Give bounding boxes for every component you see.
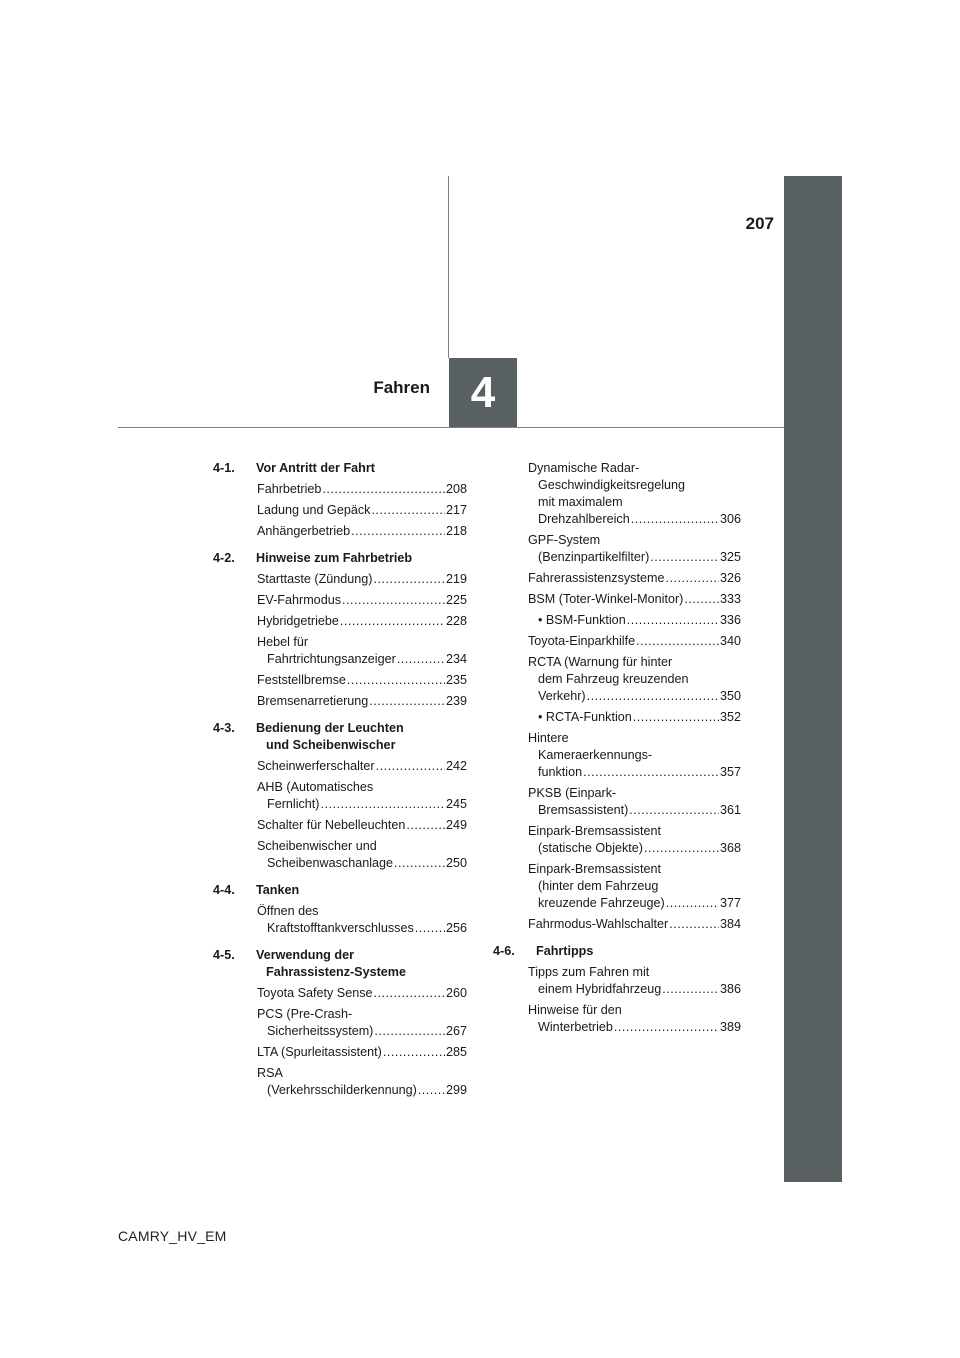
entry-title: Bremsenarretierung xyxy=(257,694,369,708)
entry-leader-row xyxy=(528,764,741,781)
chapter-number: 4 xyxy=(470,367,496,417)
entry-page-number: 389 xyxy=(719,1020,741,1034)
entry-page-number: 249 xyxy=(445,818,467,832)
entry-leader-row xyxy=(257,502,467,519)
entry-title: • BSM-Funktion xyxy=(538,613,626,627)
entry-leader-row xyxy=(257,796,467,813)
dot-leader xyxy=(406,817,445,834)
entry-leader-row xyxy=(257,1082,467,1099)
section-title-line: und Scheibenwischer xyxy=(266,738,396,752)
entry-page-number: 384 xyxy=(719,917,741,931)
toc-entry[interactable] xyxy=(213,523,467,540)
section-title-line: Fahrassistenz-Systeme xyxy=(266,965,406,979)
entry-leader-row xyxy=(528,591,741,608)
toc-entry[interactable] xyxy=(213,758,467,775)
entry-page-number: 299 xyxy=(445,1083,467,1097)
entry-text-line: Einpark-Bremsassistent xyxy=(528,862,661,876)
section-number: 4-2. xyxy=(213,551,235,565)
section-title-line: Tanken xyxy=(256,883,300,897)
entry-title: (statische Objekte) xyxy=(538,841,643,855)
toc-entry[interactable] xyxy=(493,532,741,566)
section-title-line: Bedienung der Leuchten xyxy=(256,721,404,735)
toc-entry[interactable] xyxy=(493,823,741,857)
entry-title: LTA (Spurleitassistent) xyxy=(257,1045,382,1059)
dot-leader xyxy=(371,502,445,519)
entry-text-line: Tipps zum Fahren mit xyxy=(528,965,650,979)
entry-leader-row xyxy=(528,916,741,933)
entry-text-line: mit maximalem xyxy=(538,495,623,509)
entry-page-number: 235 xyxy=(445,673,467,687)
entry-leader-row xyxy=(257,672,467,689)
entry-title: • RCTA-Funktion xyxy=(538,710,632,724)
dot-leader xyxy=(418,1082,445,1099)
dot-leader xyxy=(347,672,445,689)
entry-title: Sicherheitssystem) xyxy=(267,1024,374,1038)
entry-page-number: 239 xyxy=(445,694,467,708)
toc-column-right xyxy=(493,460,741,1040)
section-title-line: Fahrtipps xyxy=(536,944,594,958)
toc-section xyxy=(493,943,741,1036)
entry-leader-row xyxy=(257,693,467,710)
section-heading xyxy=(213,460,467,477)
toc-entry[interactable] xyxy=(213,502,467,519)
entry-title: Bremsassistent) xyxy=(538,803,629,817)
dot-leader xyxy=(627,612,719,629)
chapter-sidebar-tab xyxy=(784,176,842,1182)
entry-leader-row xyxy=(528,633,741,650)
entry-title: Fahrmodus-Wahlschalter xyxy=(528,917,669,931)
toc-entry[interactable] xyxy=(493,785,741,819)
chapter-title: Fahren xyxy=(373,378,430,397)
toc-entry[interactable] xyxy=(213,634,467,668)
entry-title: funktion xyxy=(538,765,583,779)
entry-title: (Benzinpartikelfilter) xyxy=(538,550,650,564)
entry-title: Verkehr) xyxy=(538,689,586,703)
toc-entry[interactable] xyxy=(213,779,467,813)
entry-page-number: 368 xyxy=(719,841,741,855)
entry-text-line: Dynamische Radar- xyxy=(528,461,640,475)
entry-leader-row xyxy=(528,612,741,629)
entry-text-line: RSA xyxy=(257,1066,283,1080)
entry-leader-row xyxy=(257,1023,467,1040)
toc-entry[interactable] xyxy=(493,591,741,608)
entry-page-number: 250 xyxy=(445,856,467,870)
entry-page-number: 377 xyxy=(719,896,741,910)
entry-leader-row xyxy=(257,758,467,775)
section-title-line: Verwendung der xyxy=(256,948,354,962)
dot-leader xyxy=(665,570,719,587)
toc-section xyxy=(213,882,467,947)
toc-entry[interactable] xyxy=(213,1006,467,1040)
dot-leader xyxy=(415,920,445,937)
entry-text-line: Öffnen des xyxy=(257,904,319,918)
entry-text-line: (hinter dem Fahrzeug xyxy=(538,879,659,893)
entry-text-line: PCS (Pre-Crash- xyxy=(257,1007,353,1021)
dot-leader xyxy=(669,916,719,933)
toc-section xyxy=(213,460,467,550)
dot-leader xyxy=(650,549,719,566)
toc-entry[interactable] xyxy=(213,817,467,834)
entry-page-number: 242 xyxy=(445,759,467,773)
toc-entry[interactable] xyxy=(213,838,467,872)
entry-title: Hybridgetriebe xyxy=(257,614,339,628)
entry-leader-row xyxy=(257,481,467,498)
section-number: 4-6. xyxy=(493,944,515,958)
dot-leader xyxy=(320,796,445,813)
entry-page-number: 357 xyxy=(719,765,741,779)
dot-leader xyxy=(397,651,445,668)
dot-leader xyxy=(631,511,719,528)
entry-leader-row xyxy=(257,571,467,588)
toc-entry[interactable] xyxy=(213,481,467,498)
dot-leader xyxy=(376,758,445,775)
entry-text-line: Hintere xyxy=(528,731,569,745)
dot-leader xyxy=(684,591,719,608)
entry-text-line: dem Fahrzeug kreuzenden xyxy=(538,672,689,686)
entry-text-line: Kameraerkennungs- xyxy=(538,748,653,762)
entry-text-line: Scheibenwischer und xyxy=(257,839,377,853)
entry-title: BSM (Toter-Winkel-Monitor) xyxy=(528,592,684,606)
section-heading xyxy=(213,882,467,899)
entry-page-number: 234 xyxy=(445,652,467,666)
dot-leader xyxy=(351,523,445,540)
entry-title: Kraftstofftankverschlusses xyxy=(267,921,414,935)
toc-entry[interactable] xyxy=(213,985,467,1002)
toc-entry[interactable] xyxy=(493,460,741,528)
entry-title: Drehzahlbereich xyxy=(538,512,630,526)
entry-page-number: 306 xyxy=(719,512,741,526)
entry-title: Scheibenwaschanlage xyxy=(267,856,394,870)
toc-entry[interactable] xyxy=(213,571,467,588)
toc-column-left xyxy=(213,460,467,1103)
toc-entry[interactable] xyxy=(493,709,741,726)
vertical-rule xyxy=(448,176,449,358)
dot-leader xyxy=(583,764,719,781)
toc-entry[interactable] xyxy=(493,570,741,587)
entry-leader-row xyxy=(528,511,741,528)
entry-text-line: GPF-System xyxy=(528,533,601,547)
entry-page-number: 361 xyxy=(719,803,741,817)
dot-leader xyxy=(587,688,719,705)
entry-page-number: 326 xyxy=(719,571,741,585)
entry-title: Fahrbetrieb xyxy=(257,482,322,496)
entry-page-number: 245 xyxy=(445,797,467,811)
entry-title: einem Hybridfahrzeug xyxy=(538,982,662,996)
dot-leader xyxy=(369,693,445,710)
entry-title: Fahrerassistenzsysteme xyxy=(528,571,665,585)
section-heading xyxy=(213,550,467,567)
page-number: 207 xyxy=(745,214,774,233)
entry-text-line: PKSB (Einpark- xyxy=(528,786,617,800)
toc-entry[interactable] xyxy=(493,1002,741,1036)
dot-leader xyxy=(374,1023,445,1040)
dot-leader xyxy=(629,802,719,819)
chapter-number-box xyxy=(449,358,517,427)
entry-title: EV-Fahrmodus xyxy=(257,593,341,607)
toc-entry[interactable] xyxy=(213,903,467,937)
toc-entry[interactable] xyxy=(493,964,741,998)
entry-leader-row xyxy=(257,855,467,872)
entry-page-number: 228 xyxy=(445,614,467,628)
entry-page-number: 256 xyxy=(445,921,467,935)
toc-entry[interactable] xyxy=(493,916,741,933)
entry-page-number: 267 xyxy=(445,1024,467,1038)
toc-entry[interactable] xyxy=(493,730,741,781)
dot-leader xyxy=(340,613,445,630)
dot-leader xyxy=(322,481,445,498)
dot-leader xyxy=(633,709,719,726)
section-heading xyxy=(213,720,467,754)
entry-text-line: Geschwindigkeitsregelung xyxy=(538,478,686,492)
toc-section xyxy=(213,947,467,1099)
entry-title: Toyota-Einparkhilfe xyxy=(528,634,636,648)
entry-title: Fernlicht) xyxy=(267,797,320,811)
dot-leader xyxy=(383,1044,445,1061)
dot-leader xyxy=(342,592,445,609)
toc-entry[interactable] xyxy=(493,633,741,650)
toc-section xyxy=(493,460,741,943)
entry-text-line: Hebel für xyxy=(257,635,309,649)
toc-section xyxy=(213,550,467,720)
entry-title: Feststellbremse xyxy=(257,673,346,687)
entry-title: Winterbetrieb xyxy=(538,1020,613,1034)
entry-title: Schalter für Nebelleuchten xyxy=(257,818,406,832)
toc-entry[interactable] xyxy=(213,672,467,689)
entry-leader-row xyxy=(528,709,741,726)
entry-page-number: 336 xyxy=(719,613,741,627)
entry-leader-row xyxy=(528,688,741,705)
toc-section xyxy=(213,720,467,882)
entry-text-line: Einpark-Bremsassistent xyxy=(528,824,661,838)
entry-page-number: 325 xyxy=(719,550,741,564)
section-number: 4-3. xyxy=(213,721,235,735)
dot-leader xyxy=(666,895,719,912)
entry-leader-row xyxy=(528,549,741,566)
entry-page-number: 225 xyxy=(445,593,467,607)
entry-title: Ladung und Gepäck xyxy=(257,503,371,517)
toc-entry[interactable] xyxy=(213,1044,467,1061)
toc-entry[interactable] xyxy=(213,693,467,710)
entry-page-number: 352 xyxy=(719,710,741,724)
entry-page-number: 218 xyxy=(445,524,467,538)
dot-leader xyxy=(394,855,445,872)
section-title-line: Hinweise zum Fahrbetrieb xyxy=(256,551,413,565)
footer-model-code: CAMRY_HV_EM xyxy=(118,1228,227,1244)
section-heading xyxy=(493,943,741,960)
entry-leader-row xyxy=(257,985,467,1002)
section-title-line: Vor Antritt der Fahrt xyxy=(256,461,375,475)
entry-title: Fahrtrichtungsanzeiger xyxy=(267,652,396,666)
entry-page-number: 386 xyxy=(719,982,741,996)
entry-leader-row xyxy=(528,802,741,819)
entry-title: Toyota Safety Sense xyxy=(257,986,373,1000)
horizontal-rule xyxy=(118,427,784,428)
entry-page-number: 260 xyxy=(445,986,467,1000)
toc-entry[interactable] xyxy=(213,613,467,630)
dot-leader xyxy=(374,571,445,588)
entry-leader-row xyxy=(257,817,467,834)
dot-leader xyxy=(614,1019,719,1036)
toc-entry[interactable] xyxy=(493,861,741,912)
entry-title: Starttaste (Zündung) xyxy=(257,572,373,586)
entry-page-number: 285 xyxy=(445,1045,467,1059)
dot-leader xyxy=(644,840,719,857)
dot-leader xyxy=(636,633,719,650)
toc-entry[interactable] xyxy=(493,612,741,629)
toc-entry[interactable] xyxy=(213,592,467,609)
entry-page-number: 208 xyxy=(445,482,467,496)
entry-text-line: Hinweise für den xyxy=(528,1003,622,1017)
entry-leader-row xyxy=(528,840,741,857)
entry-text-line: RCTA (Warnung für hinter xyxy=(528,655,673,669)
dot-leader xyxy=(374,985,445,1002)
entry-leader-row xyxy=(257,651,467,668)
entry-page-number: 219 xyxy=(445,572,467,586)
entry-title: Scheinwerferschalter xyxy=(257,759,375,773)
entry-leader-row xyxy=(257,613,467,630)
entry-text-line: AHB (Automatisches xyxy=(257,780,374,794)
entry-page-number: 333 xyxy=(719,592,741,606)
toc-entry[interactable] xyxy=(213,1065,467,1099)
entry-leader-row xyxy=(528,570,741,587)
section-number: 4-1. xyxy=(213,461,235,475)
toc-entry[interactable] xyxy=(493,654,741,705)
entry-page-number: 340 xyxy=(719,634,741,648)
section-number: 4-4. xyxy=(213,883,235,897)
entry-title: kreuzende Fahrzeuge) xyxy=(538,896,665,910)
entry-leader-row xyxy=(257,523,467,540)
entry-leader-row xyxy=(528,895,741,912)
section-heading xyxy=(213,947,467,981)
entry-title: (Verkehrsschilderkennung) xyxy=(267,1083,417,1097)
section-number: 4-5. xyxy=(213,948,235,962)
entry-title: Anhängerbetrieb xyxy=(257,524,351,538)
dot-leader xyxy=(662,981,719,998)
entry-leader-row xyxy=(528,981,741,998)
entry-leader-row xyxy=(257,592,467,609)
entry-page-number: 350 xyxy=(719,689,741,703)
entry-leader-row xyxy=(257,920,467,937)
entry-page-number: 217 xyxy=(445,503,467,517)
entry-leader-row xyxy=(528,1019,741,1036)
entry-leader-row xyxy=(257,1044,467,1061)
